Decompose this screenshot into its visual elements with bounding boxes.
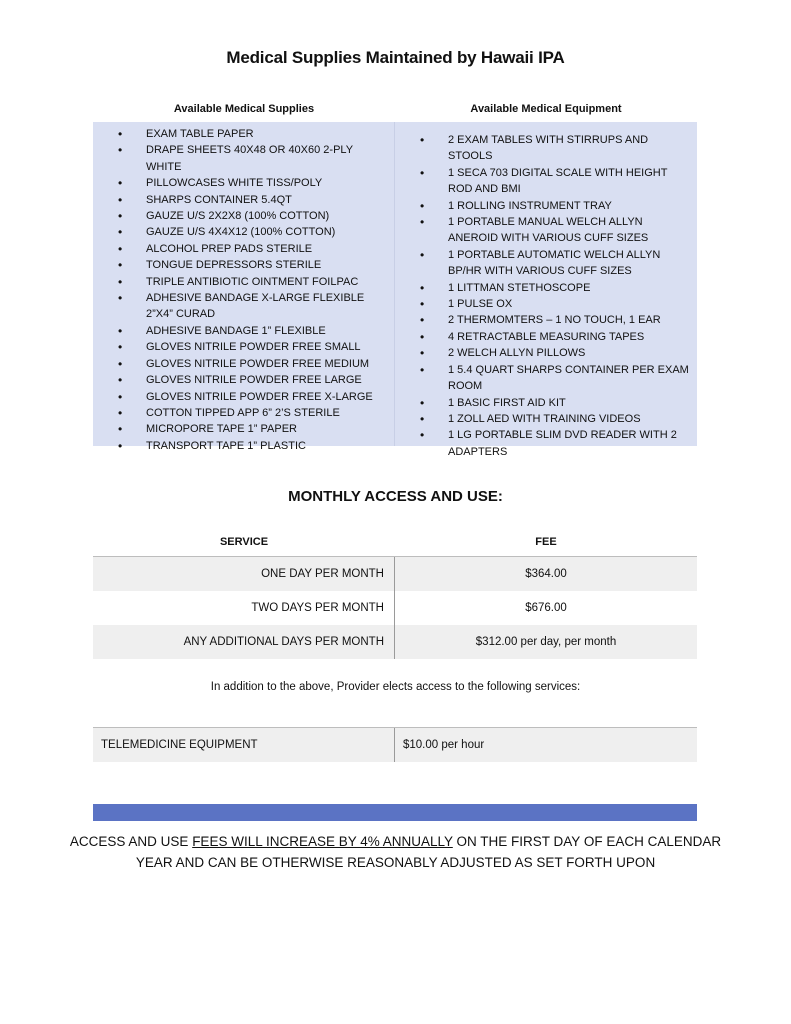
supply-item: • DRAPE SHEETS 40X48 OR 40X60 2-PLY WHITE bbox=[93, 142, 386, 175]
section-divider-bar bbox=[93, 804, 697, 821]
additional-services-text: In addition to the above, Provider elects access to the following services: bbox=[210, 681, 581, 693]
equipment-item: • 4 RETRACTABLE MEASURING TAPES bbox=[395, 329, 689, 345]
fee-increase-notice bbox=[60, 831, 731, 873]
equipment-item: • 1 PORTABLE MANUAL WELCH ALLYN ANEROID WITH VARIOUS CUFF SIZES bbox=[395, 214, 689, 247]
supplies-table bbox=[93, 96, 697, 458]
equipment-item: • 1 PULSE OX bbox=[395, 296, 689, 312]
equipment-item: • 1 BASIC FIRST AID KIT bbox=[395, 395, 689, 411]
equipment-column bbox=[395, 122, 697, 458]
table-row bbox=[93, 591, 697, 625]
supply-item: • SHARPS CONTAINER 5.4QT bbox=[93, 192, 386, 208]
telemedicine-row bbox=[93, 727, 697, 762]
equipment-heading: Available Medical Equipment bbox=[470, 103, 622, 115]
service-label: ONE DAY PER MONTH bbox=[261, 568, 384, 580]
fee-cell: $676.00 bbox=[525, 602, 567, 614]
service-label: ANY ADDITIONAL DAYS PER MONTH bbox=[183, 636, 384, 648]
notice-underlined-text: FEES WILL INCREASE BY 4% ANNUALLY bbox=[192, 834, 453, 849]
telemedicine-service-label: TELEMEDICINE EQUIPMENT bbox=[101, 739, 258, 751]
supply-item: • EXAM TABLE PAPER bbox=[93, 126, 386, 142]
equipment-list bbox=[395, 132, 697, 460]
equipment-item: • 1 5.4 QUART SHARPS CONTAINER PER EXAM ROOM bbox=[395, 362, 689, 395]
equipment-item: • 2 THERMOMTERS – 1 NO TOUCH, 1 EAR bbox=[395, 312, 689, 328]
equipment-item: • 1 ZOLL AED WITH TRAINING VIDEOS bbox=[395, 411, 689, 427]
supply-item: • TONGUE DEPRESSORS STERILE bbox=[93, 257, 386, 273]
fee-table bbox=[93, 528, 697, 659]
fee-table-header bbox=[93, 528, 697, 556]
supply-item: • MICROPORE TAPE 1” PAPER bbox=[93, 421, 386, 437]
equipment-item: • 1 LG PORTABLE SLIM DVD READER WITH 2 ADAPTERS bbox=[395, 427, 689, 460]
service-column-header: SERVICE bbox=[219, 536, 269, 548]
supply-item: • TRIPLE ANTIBIOTIC OINTMENT FOILPAC bbox=[93, 274, 386, 290]
supplies-column bbox=[93, 122, 395, 452]
fee-cell: $312.00 per day, per month bbox=[475, 636, 617, 648]
supply-item: • PILLOWCASES WHITE TISS/POLY bbox=[93, 175, 386, 191]
notice-text-start: ACCESS AND USE bbox=[69, 834, 193, 849]
equipment-item: • 2 WELCH ALLYN PILLOWS bbox=[395, 345, 689, 361]
supplies-table-header bbox=[93, 96, 697, 122]
supply-item: • ADHESIVE BANDAGE 1” FLEXIBLE bbox=[93, 323, 386, 339]
table-row bbox=[93, 625, 697, 659]
notice-text-end: ON THE FIRST DAY OF EACH CALENDAR YEAR AND CAN BE OTHERWISE REASONABLY ADJUSTED AS SET FORTH UPON bbox=[135, 834, 722, 870]
page-title: Medical Supplies Maintained by Hawaii IPA bbox=[226, 48, 565, 67]
supply-item: • ADHESIVE BANDAGE X-LARGE FLEXIBLE 2”X4” CURAD bbox=[93, 290, 386, 323]
supply-item: • TRANSPORT TAPE 1” PLASTIC bbox=[93, 438, 386, 454]
supply-item: • GLOVES NITRILE POWDER FREE SMALL bbox=[93, 339, 386, 355]
equipment-item: • 2 EXAM TABLES WITH STIRRUPS AND STOOLS bbox=[395, 132, 689, 165]
telemedicine-fee-cell: $10.00 per hour bbox=[403, 739, 485, 751]
equipment-item: • 1 SECA 703 DIGITAL SCALE WITH HEIGHT ROD AND BMI bbox=[395, 165, 689, 198]
supply-item: • ALCOHOL PREP PADS STERILE bbox=[93, 241, 386, 257]
monthly-access-heading: MONTHLY ACCESS AND USE: bbox=[288, 488, 503, 505]
equipment-item: • 1 PORTABLE AUTOMATIC WELCH ALLYN BP/HR WITH VARIOUS CUFF SIZES bbox=[395, 247, 689, 280]
supply-item: • COTTON TIPPED APP 6” 2’S STERILE bbox=[93, 405, 386, 421]
supply-item: • GLOVES NITRILE POWDER FREE MEDIUM bbox=[93, 356, 386, 372]
supply-item: • GLOVES NITRILE POWDER FREE LARGE bbox=[93, 372, 386, 388]
fee-column-header: FEE bbox=[535, 536, 557, 548]
supply-item: • GAUZE U/S 4X4X12 (100% COTTON) bbox=[93, 224, 386, 240]
equipment-item: • 1 ROLLING INSTRUMENT TRAY bbox=[395, 198, 689, 214]
table-row bbox=[93, 556, 697, 591]
fee-cell: $364.00 bbox=[525, 568, 567, 580]
supplies-heading: Available Medical Supplies bbox=[173, 103, 315, 115]
supply-item: • GLOVES NITRILE POWDER FREE X-LARGE bbox=[93, 389, 386, 405]
service-label: TWO DAYS PER MONTH bbox=[251, 602, 384, 614]
supply-item: • GAUZE U/S 2X2X8 (100% COTTON) bbox=[93, 208, 386, 224]
supplies-table-body bbox=[93, 122, 697, 458]
service-cell bbox=[93, 591, 395, 625]
equipment-item: • 1 LITTMAN STETHOSCOPE bbox=[395, 280, 689, 296]
service-cell bbox=[93, 557, 395, 591]
supplies-list bbox=[93, 126, 394, 454]
service-cell bbox=[93, 625, 395, 659]
telemedicine-service-cell bbox=[93, 728, 395, 762]
